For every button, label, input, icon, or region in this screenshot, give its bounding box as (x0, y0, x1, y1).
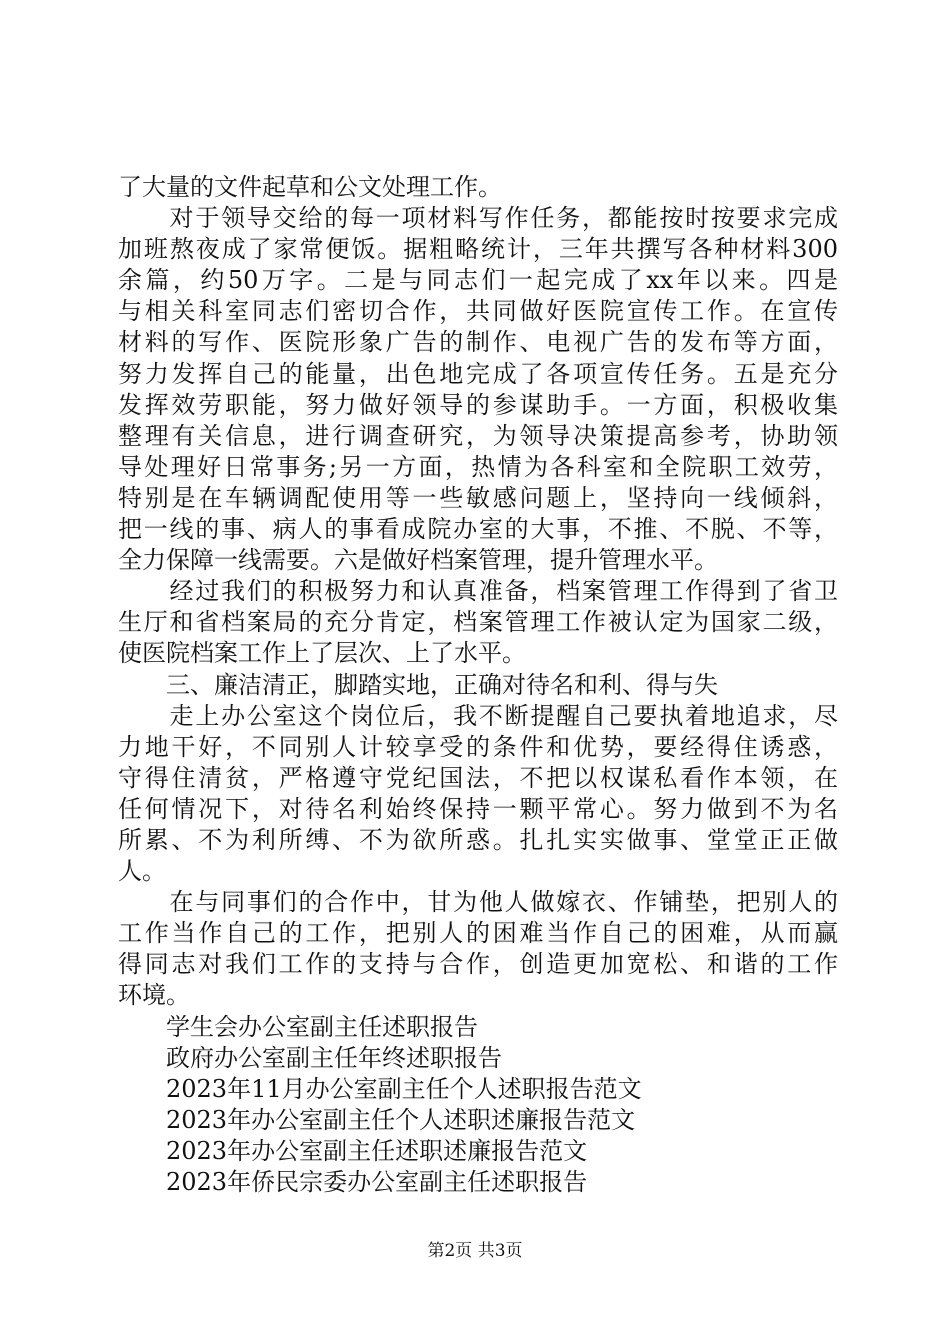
text-line: 把一线的事、病人的事看成院办室的大事，不推、不脱、不等， (118, 515, 838, 544)
related-article-link: 2023年侨民宗委办公室副主任述职报告 (118, 1168, 588, 1196)
document-body (118, 172, 838, 1198)
text-line: 与相关科室同志们密切合作，共同做好医院宣传工作。在宣传 (118, 297, 838, 326)
text-line: 得同志对我们工作的支持与合作，创造更加宽松、和谐的工作 (118, 950, 838, 979)
text-line: 任何情况下，对待名利始终保持一颗平常心。努力做到不为名 (118, 794, 838, 823)
text-line: 工作当作自己的工作，把别人的困难当作自己的困难，从而赢 (118, 919, 838, 948)
text-line: 发挥效劳职能，努力做好领导的参谋助手。一方面，积极收集 (118, 390, 838, 419)
text-line: 使医院档案工作上了层次、上了水平。 (118, 639, 526, 668)
related-article-link: 政府办公室副主任年终述职报告 (118, 1043, 502, 1072)
text-line: 生厅和省档案局的充分肯定，档案管理工作被认定为国家二级， (118, 608, 838, 637)
text-line: 力地干好，不同别人计较享受的条件和优势，要经得住诱惑， (118, 732, 838, 761)
text-line: 对于领导交给的每一项材料写作任务，都能按时按要求完成 (118, 204, 838, 233)
text-line: 环境。 (118, 981, 190, 1010)
page-number-footer: 第2页 共3页 (427, 1241, 523, 1261)
text-line: 全力保障一线需要。六是做好档案管理，提升管理水平。 (118, 546, 718, 575)
text-line: 整理有关信息，进行调查研究，为领导决策提高参考，协助领 (118, 421, 838, 450)
text-line: 了大量的文件起草和公文处理工作。 (118, 173, 502, 201)
text-line: 努力发挥自己的能量，出色地完成了各项宣传任务。五是充分 (118, 359, 838, 388)
related-article-link: 2023年11月办公室副主任个人述职报告范文 (118, 1074, 642, 1103)
related-article-link: 学生会办公室副主任述职报告 (118, 1012, 478, 1041)
text-line: 所累、不为利所缚、不为欲所惑。扎扎实实做事、堂堂正正做 (118, 825, 838, 854)
text-line: 经过我们的积极努力和认真准备，档案管理工作得到了省卫 (118, 577, 838, 606)
text-line: 加班熬夜成了家常便饭。据粗略统计，三年共撰写各种材料300 (118, 235, 838, 264)
text-line: 导处理好日常事务;另一方面，热情为各科室和全院职工效劳， (118, 452, 838, 481)
text-line: 特别是在车辆调配使用等一些敏感问题上，坚持向一线倾斜， (118, 483, 838, 512)
text-line: 走上办公室这个岗位后，我不断提醒自己要执着地追求，尽 (118, 701, 838, 730)
text-line: 守得住清贫，严格遵守党纪国法，不把以权谋私看作本领，在 (118, 763, 838, 792)
text-line: 在与同事们的合作中，甘为他人做嫁衣、作铺垫，把别人的 (118, 888, 838, 917)
related-article-link: 2023年办公室副主任个人述职述廉报告范文 (118, 1105, 636, 1134)
text-line: 人。 (118, 857, 166, 886)
text-line: 余篇，约50万字。二是与同志们一起完成了xx年以来。四是 (118, 266, 838, 295)
related-article-link: 2023年办公室副主任述职述廉报告范文 (118, 1136, 588, 1165)
section-heading: 三、廉洁清正，脚踏实地，正确对待名和利、得与失 (118, 670, 718, 699)
text-line: 材料的写作、医院形象广告的制作、电视广告的发布等方面， (118, 328, 838, 357)
